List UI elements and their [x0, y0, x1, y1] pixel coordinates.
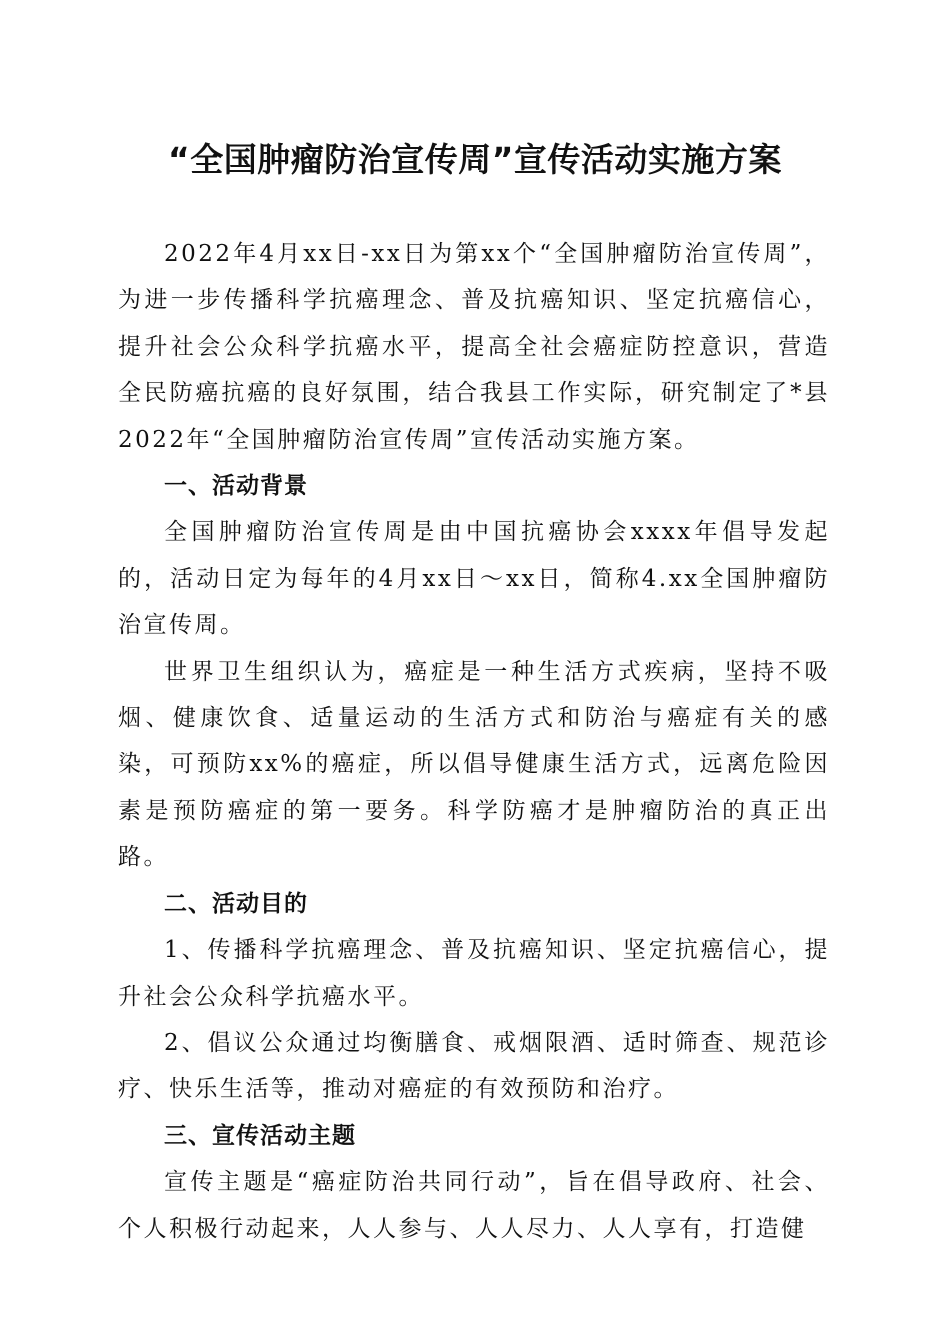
- document-title: “全国肿瘤防治宣传周”宣传活动实施方案: [168, 140, 782, 179]
- document-body: [118, 231, 830, 1252]
- purpose-item-2: 2、倡议公众通过均衡膳食、戒烟限酒、适时筛查、规范诊疗、快乐生活等，推动对癌症的有效预防和治疗。: [118, 1029, 830, 1103]
- section-heading-background: 一、活动背景: [164, 473, 308, 500]
- theme-paragraph: 宣传主题是“癌症防治共同行动”，旨在倡导政府、社会、个人积极行动起来，人人参与、人人尽力、人人享有，打造健: [118, 1169, 830, 1242]
- purpose-item-1: 1、传播科学抗癌理念、普及抗癌知识、坚定抗癌信心，提升社会公众科学抗癌水平。: [118, 937, 830, 1010]
- section-heading-theme: 三、宣传活动主题: [164, 1122, 356, 1149]
- background-paragraph-1: 全国肿瘤防治宣传周是由中国抗癌协会xxxx年倡导发起的，活动日定为每年的4月xx日～xx日，简称4.xx全国肿瘤防治宣传周。: [118, 519, 830, 639]
- background-paragraph-2: 世界卫生组织认为，癌症是一种生活方式疾病，坚持不吸烟、健康饮食、适量运动的生活方式和防治与癌症有关的感染，可预防xx%的癌症，所以倡导健康生活方式，远离危险因素是预防癌症的第一要务。科学防癌才是肿瘤防治的真正出路。: [118, 658, 830, 871]
- section-heading-purpose: 二、活动目的: [164, 890, 308, 917]
- intro-paragraph: 2022年4月xx日-xx日为第xx个“全国肿瘤防治宣传周”，为进一步传播科学抗癌理念、普及抗癌知识、坚定抗癌信心，提升社会公众科学抗癌水平，提高全社会癌症防控意识，营造全民防癌抗癌的良好氛围，结合我县工作实际，研究制定了*县2022年“全国肿瘤防治宣传周”宣传活动实施方案。: [118, 241, 830, 453]
